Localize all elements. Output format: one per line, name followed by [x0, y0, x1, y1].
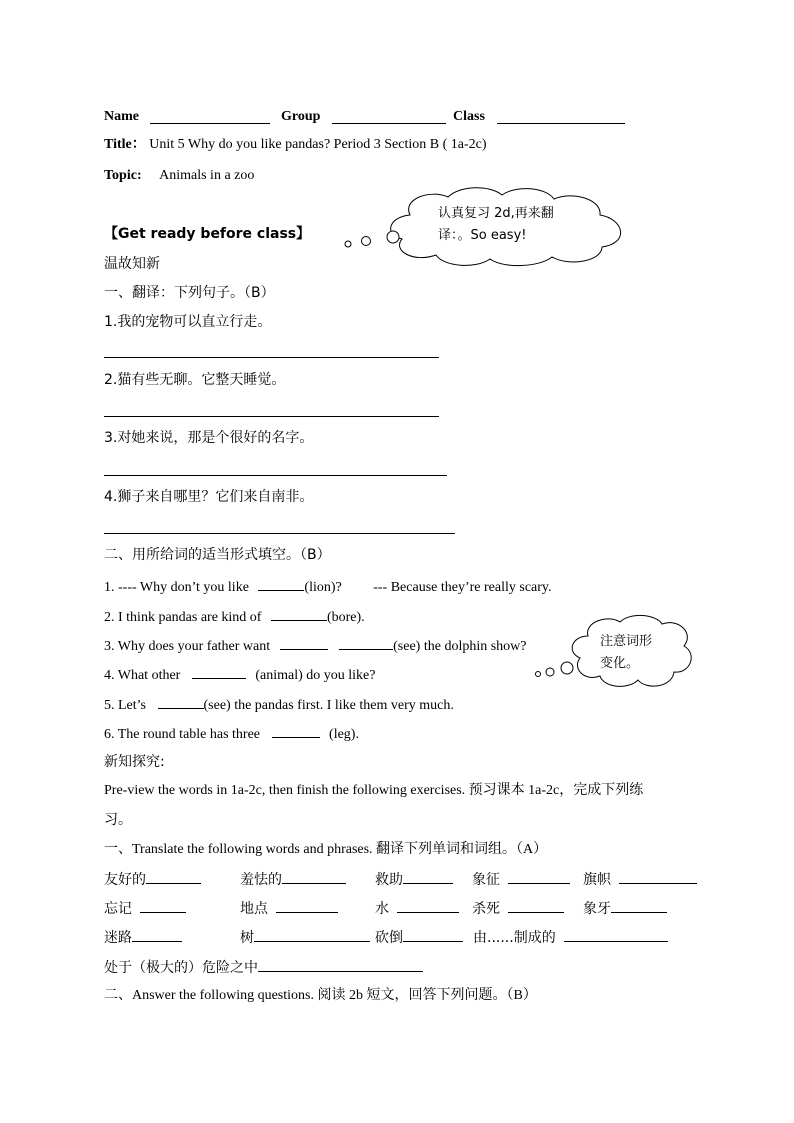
vocab-blank[interactable] — [254, 927, 370, 942]
vocab-blank[interactable] — [508, 898, 564, 913]
vocab-blank[interactable] — [146, 869, 201, 884]
vocab-blank[interactable] — [276, 898, 338, 913]
blank-q3b[interactable] — [339, 635, 393, 650]
section-get-ready: 【Get ready before class】 — [104, 226, 311, 242]
bubble2-text: 注意词形 变化。 — [600, 634, 653, 671]
group-blank[interactable] — [332, 123, 446, 124]
answer-line-1[interactable] — [104, 357, 439, 358]
vocab-item: 水 — [375, 898, 459, 919]
title-value: Unit 5 Why do you like pandas? Period 3 Section B ( 1a-2c) — [149, 137, 487, 152]
vocab-item: 地点 — [240, 898, 338, 919]
topic-value: Animals in a zoo — [159, 168, 255, 183]
class-label: Class — [453, 109, 485, 124]
name-blank[interactable] — [150, 123, 270, 124]
vocab-blank[interactable] — [508, 869, 570, 884]
part2-title: 二、用所给词的适当形式填空。（B） — [104, 547, 331, 563]
vocab-blank[interactable] — [611, 898, 667, 913]
title-label: Title： — [104, 137, 146, 152]
topic-label: Topic: — [104, 168, 142, 183]
vocab-item: 友好的 — [104, 869, 201, 890]
preview-line-1: Pre-view the words in 1a-2c, then finish the following exercises. 预习课本 1a-2c，完成下列练 — [104, 783, 644, 798]
vocab-blank[interactable] — [282, 869, 346, 884]
vocab-item: 忘记 — [104, 898, 186, 919]
vocab-blank[interactable] — [132, 927, 182, 942]
class-blank[interactable] — [497, 123, 625, 124]
blank-q1[interactable] — [258, 576, 304, 591]
bubble1-text: 认真复习 2d,再来翻 译：。So easy! — [438, 206, 554, 243]
answer-line-3[interactable] — [104, 475, 447, 476]
part2-q3: 3. Why does your father want (see) the dolphin show? — [104, 635, 527, 657]
blank-q6[interactable] — [272, 723, 320, 738]
part2-q5: 5. Let’s (see) the pandas first. I like them very much. — [104, 694, 454, 716]
part1-item-4: 4.狮子来自哪里？它们来自南非。 — [104, 489, 314, 505]
vocab-item: 迷路 — [104, 927, 182, 948]
vocab-blank[interactable] — [619, 869, 697, 884]
part2-q1: 1. ---- Why don’t you like (lion)? --- Because they’re really scary. — [104, 576, 552, 598]
title-line — [104, 135, 486, 155]
part1-item-3: 3.对她来说，那是个很好的名字。 — [104, 430, 314, 446]
review-title: 温故知新 — [104, 256, 160, 272]
part2-q2: 2. I think pandas are kind of (bore). — [104, 606, 365, 628]
vocab-item: 象征 — [472, 869, 570, 890]
part3-title: 一、Translate the following words and phrases. 翻译下列单词和词组。（A） — [104, 842, 548, 857]
vocab-blank[interactable] — [403, 927, 463, 942]
vocab-item: 旗帜 — [583, 869, 697, 890]
part2-q4: 4. What other (animal) do you like? — [104, 664, 375, 686]
vocab-item: 树 — [240, 927, 370, 948]
vocab-blank[interactable] — [397, 898, 459, 913]
vocab-blank[interactable] — [564, 927, 668, 942]
part4-title: 二、Answer the following questions. 阅读 2b 短文，回答下列问题。（B） — [104, 988, 537, 1003]
vocab-item: 由......制成的 — [473, 927, 668, 948]
preview-line-2: 习。 — [104, 812, 132, 828]
blank-q5[interactable] — [158, 694, 204, 709]
group-label: Group — [281, 109, 321, 124]
vocab-blank[interactable] — [258, 957, 423, 972]
vocab-blank[interactable] — [403, 869, 453, 884]
answer-line-2[interactable] — [104, 416, 439, 417]
vocab-item: 救助 — [375, 869, 453, 890]
answer-line-4[interactable] — [104, 533, 455, 534]
part2-q6: 6. The round table has three (leg). — [104, 723, 359, 745]
part1-item-2: 2.猫有些无聊。它整天睡觉。 — [104, 372, 286, 388]
part1-title: 一、翻译：下列句子。（B） — [104, 285, 275, 301]
vocab-item: 处于（极大的）危险之中 — [104, 957, 423, 978]
vocab-blank[interactable] — [140, 898, 186, 913]
blank-q3a[interactable] — [280, 635, 328, 650]
topic-line — [104, 166, 254, 186]
vocab-item: 羞怯的 — [240, 869, 346, 890]
part1-item-1: 1.我的宠物可以直立行走。 — [104, 314, 272, 330]
blank-q4[interactable] — [192, 664, 246, 679]
vocab-item: 杀死 — [472, 898, 564, 919]
vocab-item: 象牙 — [583, 898, 667, 919]
blank-q2[interactable] — [271, 606, 327, 621]
name-label: Name — [104, 109, 139, 124]
vocab-item: 砍倒 — [375, 927, 463, 948]
new-title: 新知探究: — [104, 754, 165, 770]
